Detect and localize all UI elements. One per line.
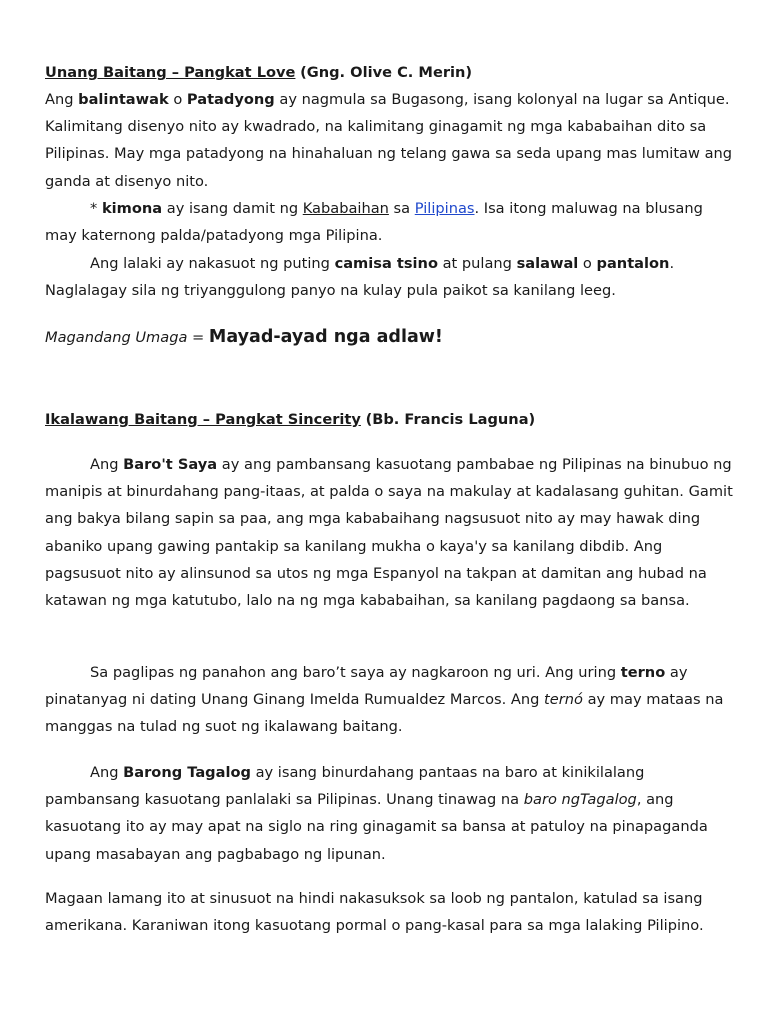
section2-heading: Ikalawang Baitang – Pangkat Sincerity xyxy=(45,411,361,428)
section2-teacher: (Bb. Francis Laguna) xyxy=(365,411,536,428)
section2-paragraph-magaan xyxy=(45,885,735,939)
term-barot-saya: Baro't Saya xyxy=(123,456,218,473)
text-run: at pulang xyxy=(437,255,517,272)
greeting-line xyxy=(45,324,735,351)
text-run: Ang xyxy=(90,764,124,781)
kababaihan-link[interactable]: Kababaihan xyxy=(302,200,389,217)
text-run: . Naglalagay sila ng triyanggulong panyo na kulay pula paikot sa kanilang leeg. xyxy=(45,255,675,300)
text-run: , ang kasuotang ito ay may apat na siglo na ring ginagamit sa bansa at patuloy na pinapaganda upang masabayan ang pagbabago ng lipunan. xyxy=(45,791,708,863)
text-run: ay isang binurdahang pantaas na baro at kinikilalang pambansang kasuotang panlalaki sa Pilipinas. Unang tinawag na xyxy=(45,764,645,809)
term-camisa-tsino: camisa tsino xyxy=(334,255,438,272)
text-run: Ang lalaki ay nakasuot ng puting xyxy=(90,255,335,272)
text-run: o xyxy=(168,91,187,108)
equals-sign: = xyxy=(187,329,209,346)
section1-paragraph-patadyong xyxy=(45,86,735,195)
section1-heading: Unang Baitang – Pangkat Love xyxy=(45,64,296,81)
text-run: o xyxy=(578,255,597,272)
greeting-translation: Mayad-ayad nga adlaw! xyxy=(208,327,443,347)
text-run: sa xyxy=(388,200,415,217)
text-run: Sa paglipas ng panahon ang baro’t saya ay nagkaroon ng uri. Ang uring xyxy=(90,664,621,681)
text-run: ay isang damit ng xyxy=(162,200,303,217)
term-terno-italic: ternó xyxy=(544,691,583,709)
text-run: . Isa itong maluwag na blusang may katernong palda/patadyong mga Pilipina. xyxy=(45,200,703,245)
section1-paragraph-kimona xyxy=(45,195,735,249)
term-barong-tagalog: Barong Tagalog xyxy=(123,764,251,781)
text-run: Ang xyxy=(90,456,124,473)
text-run: ay may mataas na manggas na tulad ng suot ng ikalawang baitang. xyxy=(45,691,724,736)
text-run: ay pinatanyag ni dating Unang Ginang Imelda Rumualdez Marcos. Ang xyxy=(45,664,688,709)
term-pantalon: pantalon xyxy=(596,255,670,272)
section2-heading-line xyxy=(45,406,735,433)
greeting-phrase: Magandang Umaga xyxy=(45,329,188,346)
text-run: ay ang pambansang kasuotang pambabae ng Pilipinas na binubuo ng manipis at binurdahang pang-itaas, at palda o saya na makulay at kadalasang guhitan. Gamit ang bakya bilang sapin sa paa, ang mga kababaihang nagsusuot nito ay may hawak ding abaniko upang gawing pantakip sa kanilang mukha o kaya'y sa kanilang dibdib. Ang pagsusuot nito ay alinsunod sa utos ng mga Espanyol na takpan at damitan ang hubad na katawan ng mga katutubo, lalo na ng mga kababaihan, sa kanilang pagdaong sa bansa. xyxy=(45,456,733,610)
section1-paragraph-lalaki xyxy=(45,250,735,304)
text-run: Magaan lamang ito at sinusuot na hindi nakasuksok sa loob ng pantalon, katulad sa isang amerikana. Karaniwan itong kasuotang pormal o pang-kasal para sa mga lalaking Pilipino. xyxy=(45,890,704,935)
term-patadyong: Patadyong xyxy=(186,91,275,108)
section2-paragraph-barot-saya xyxy=(45,451,735,614)
section1-teacher: (Gng. Olive C. Merin) xyxy=(300,64,473,81)
term-terno: terno xyxy=(620,664,666,681)
section2-paragraph-barong-tagalog xyxy=(45,759,735,868)
pilipinas-link[interactable]: Pilipinas xyxy=(414,200,475,217)
term-kimona: kimona xyxy=(101,200,163,217)
text-run: ay nagmula sa Bugasong, isang kolonyal na lugar sa Antique. Kalimitang disenyo nito ay kwadrado, na kalimitang ginagamit ng mga kababaihan dito sa Pilipinas. May mga patadyong na hinahaluan ng telang gawa sa seda upang mas lumitaw ang ganda at disenyo nito. xyxy=(45,91,733,190)
term-salawal: salawal xyxy=(516,255,579,272)
text-run: Ang xyxy=(45,91,79,108)
section1-heading-line xyxy=(45,59,735,86)
term-baro-ng-tagalog: baro ngTagalog xyxy=(523,791,637,809)
section2-paragraph-terno xyxy=(45,659,735,741)
term-balintawak: balintawak xyxy=(78,91,169,108)
text-run: * xyxy=(90,200,102,217)
